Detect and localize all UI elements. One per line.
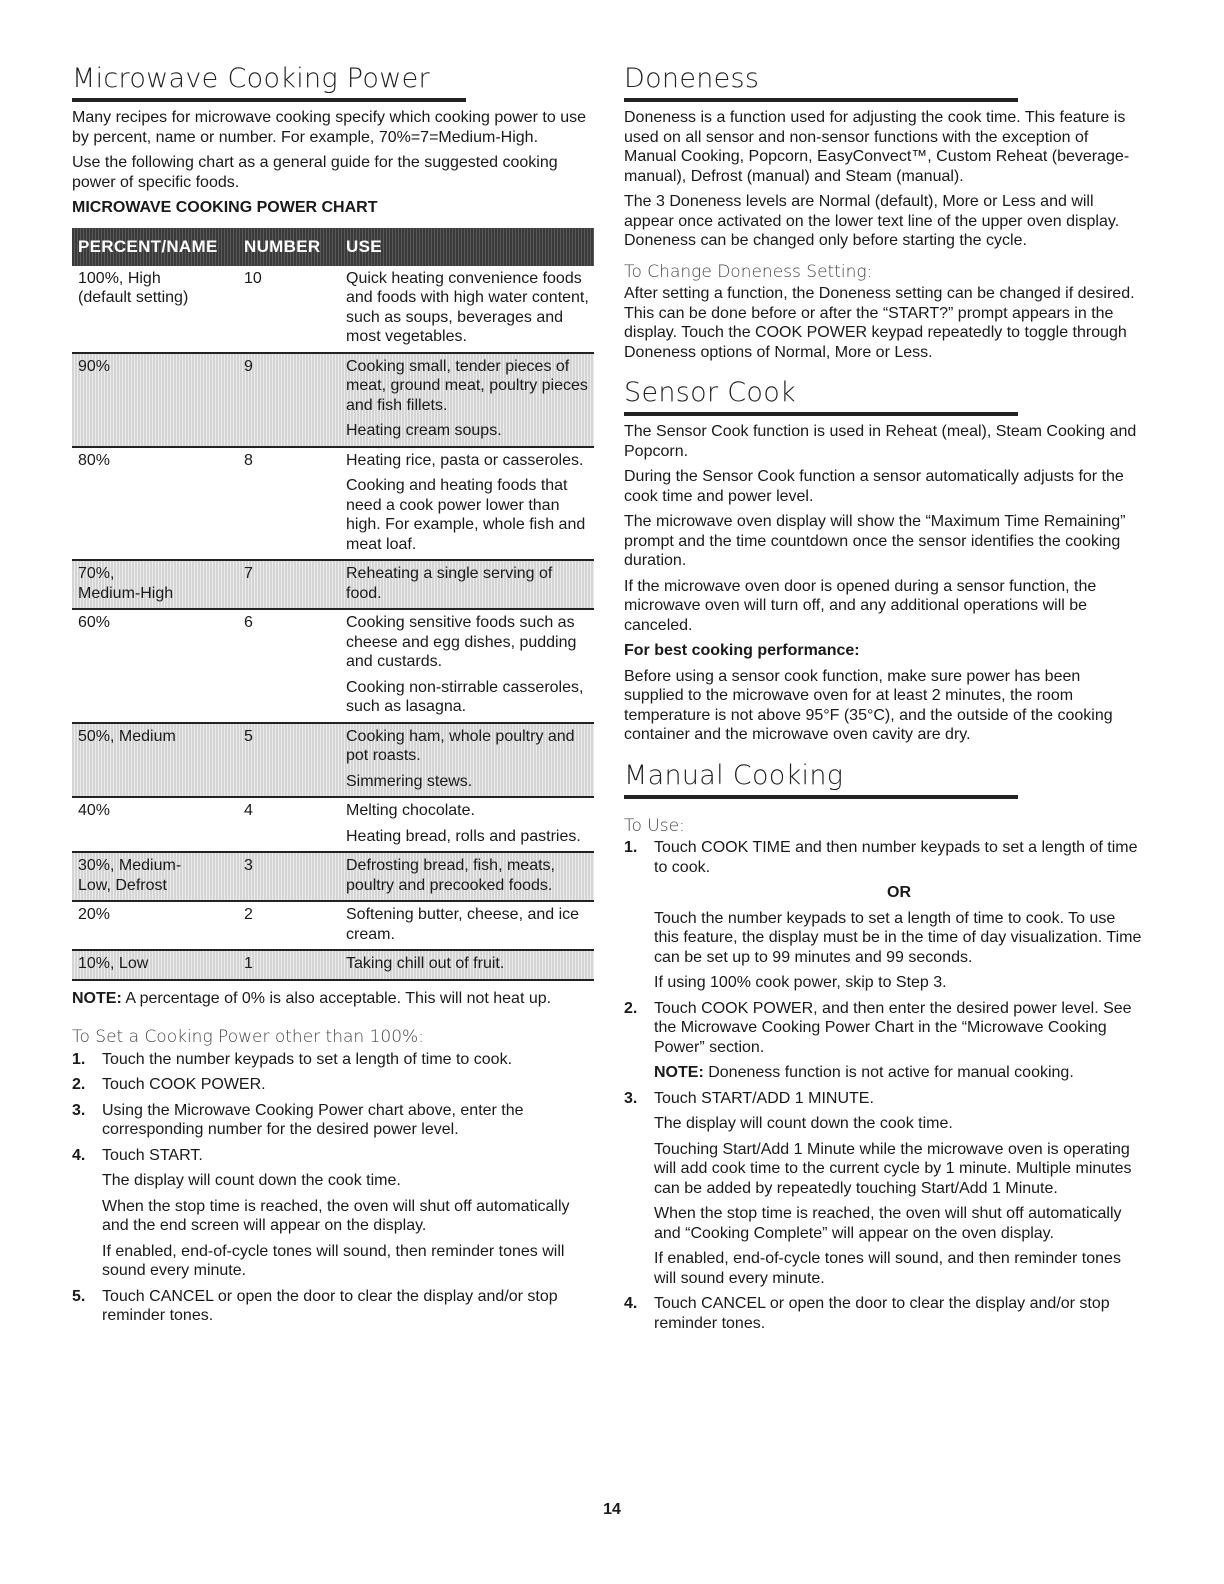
cell-number: 10 xyxy=(244,269,262,287)
header-use: USE xyxy=(346,236,382,256)
doneness-paragraph-2: The 3 Doneness levels are Normal (default), More or Less and will appear once activated on the lower text line of the upper oven display. Doneness can be changed only before starting the cycle. xyxy=(624,193,1120,249)
step-alt-text-2: If using 100% cook power, skip to Step 3. xyxy=(654,974,947,991)
chart-header xyxy=(72,228,594,266)
step-number: 1. xyxy=(72,1050,86,1068)
step-text: Touch COOK POWER, and then enter the desired power level. See the Microwave Cooking Power Chart in the “Microwave Cooking Power” section. xyxy=(654,999,1132,1056)
step-note-text: Doneness function is not active for manual cooking. xyxy=(703,1064,1074,1081)
cell-use xyxy=(346,954,590,974)
table-row xyxy=(72,724,594,799)
best-performance-label: For best cooking performance: xyxy=(624,642,860,659)
use-text: Defrosting bread, fish, meats, poultry and precooked foods. xyxy=(346,857,555,894)
intro-paragraph-1: Many recipes for microwave cooking specify which cooking power to use by percent, name or number. For example, 70%=7=Medium-High. xyxy=(72,109,587,146)
page-number: 14 xyxy=(603,1501,621,1518)
cell-number: 6 xyxy=(244,614,253,631)
step-text: If enabled, end-of-cycle tones will sound, then reminder tones will sound every minute. xyxy=(102,1242,565,1279)
step-text: Using the Microwave Cooking Power chart above, enter the corresponding number for the desired power level. xyxy=(102,1101,524,1138)
manual-cooking-heading: Manual Cooking xyxy=(624,759,1018,799)
manual-step-4 xyxy=(624,1294,1144,1333)
sensor-paragraph-4: If the microwave oven door is opened during a sensor function, the microwave oven will turn off, and any additional operations will be canceled. xyxy=(624,577,1097,634)
use-text: Cooking ham, whole poultry and pot roasts. xyxy=(346,727,575,764)
step-text: When the stop time is reached, the oven will shut off automatically and “Cooking Complete” will appear on the oven display. xyxy=(654,1205,1122,1242)
cell-number: 8 xyxy=(244,451,253,469)
table-row xyxy=(72,853,594,902)
intro-paragraph-2: Use the following chart as a general guide for the suggested cooking power of specific foods. xyxy=(72,154,558,191)
microwave-cooking-power-heading: Microwave Cooking Power xyxy=(72,62,466,102)
manual-step-2 xyxy=(624,999,1144,1083)
sensor-paragraph-3: The microwave oven display will show the “Maximum Time Remaining” prompt and the time countdown once the sensor identifies the cooking duration. xyxy=(624,513,1126,569)
step-number: 2. xyxy=(624,999,638,1017)
cell-percent-name: 50%, Medium xyxy=(78,727,176,745)
note-paragraph xyxy=(72,989,594,1009)
cell-percent-name: 90% xyxy=(78,357,111,375)
use-text: Reheating a single serving of food. xyxy=(346,565,553,602)
cell-percent-name: 100%, High (default setting) xyxy=(78,269,189,306)
table-row xyxy=(72,902,594,951)
cell-use xyxy=(346,856,590,895)
step-note-label: NOTE: xyxy=(654,1064,704,1081)
set-power-steps xyxy=(72,1050,594,1326)
sensor-paragraph-1: The Sensor Cook function is used in Reheat (meal), Steam Cooking and Popcorn. xyxy=(624,423,1137,460)
cell-percent-name: 20% xyxy=(78,906,111,923)
step-text: Touch COOK POWER. xyxy=(102,1076,266,1093)
cell-number: 3 xyxy=(244,857,253,874)
doneness-paragraph-1: Doneness is a function used for adjusting the cook time. This feature is used on all sensor and non-sensor functions with the exception of Manual Cooking, Popcorn, EasyConvect™, Custom Reheat (beverage-manual), Defrost (manual) and Steam (manual). xyxy=(624,109,1130,185)
left-column xyxy=(72,62,594,1332)
chart-title: MICROWAVE COOKING POWER CHART xyxy=(72,199,378,216)
use-text: Heating bread, rolls and pastries. xyxy=(346,827,581,845)
best-performance-paragraph: Before using a sensor cook function, make sure power has been supplied to the microwave oven for at least 2 minutes, the room temperature is not above 95°F (35°C), and the outside of the cooking container and the microwave oven cavity are dry. xyxy=(624,667,1113,743)
step-text: The display will count down the cook time. xyxy=(102,1172,401,1189)
step-number: 3. xyxy=(72,1101,86,1119)
step-text: When the stop time is reached, the oven will shut off automatically and the end screen will appear on the display. xyxy=(102,1197,570,1234)
step-text: Touch the number keypads to set a length of time to cook. xyxy=(102,1050,513,1068)
table-row xyxy=(72,448,594,562)
step-number: 2. xyxy=(72,1076,86,1093)
step-text: If enabled, end-of-cycle tones will sound, and then reminder tones will sound every minute. xyxy=(654,1250,1121,1287)
list-item xyxy=(72,1287,594,1326)
use-text: Taking chill out of fruit. xyxy=(346,955,505,972)
sensor-paragraph-2: During the Sensor Cook function a sensor automatically adjusts for the cook time and power level. xyxy=(624,468,1124,505)
cell-percent-name: 40% xyxy=(78,802,111,819)
table-row xyxy=(72,561,594,610)
chart-body xyxy=(72,266,594,981)
cell-use xyxy=(346,613,590,717)
cell-number: 2 xyxy=(244,906,253,923)
list-item xyxy=(72,1146,594,1281)
cell-use xyxy=(346,269,590,347)
use-text: Cooking small, tender pieces of meat, ground meat, poultry pieces and fish fillets. xyxy=(346,357,588,414)
step-note xyxy=(654,1063,1144,1083)
cell-use xyxy=(346,801,590,846)
cell-percent-name: 70%, Medium-High xyxy=(78,565,174,602)
header-percent-name: PERCENT/NAME xyxy=(78,236,218,256)
table-row xyxy=(72,266,594,354)
step-text: Touching Start/Add 1 Minute while the microwave oven is operating will add cook time to the current cycle by 1 minute. Multiple minutes can be added by repeatedly touching Start/Add 1 Minute. xyxy=(654,1140,1132,1197)
cell-use xyxy=(346,357,590,441)
cell-use xyxy=(346,564,590,603)
manual-steps xyxy=(624,838,1144,1333)
manual-step-3 xyxy=(624,1089,1144,1289)
step-number: 3. xyxy=(624,1089,638,1107)
change-doneness-subheading: To Change Doneness Setting: xyxy=(624,261,873,282)
cell-percent-name: 10%, Low xyxy=(78,955,149,972)
use-text: Quick heating convenience foods and foods with high water content, such as soups, beverages and most vegetables. xyxy=(346,269,589,345)
table-row xyxy=(72,951,594,981)
note-label: NOTE: xyxy=(72,989,122,1007)
cooking-power-chart xyxy=(72,228,594,981)
step-number: 1. xyxy=(624,839,638,856)
sensor-cook-heading: Sensor Cook xyxy=(624,376,1018,416)
or-label: OR xyxy=(887,884,911,901)
cell-number: 7 xyxy=(244,565,253,582)
cell-number: 4 xyxy=(244,802,253,819)
step-number: 4. xyxy=(624,1295,638,1312)
list-item xyxy=(72,1075,594,1095)
step-number: 4. xyxy=(72,1146,86,1164)
list-item xyxy=(72,1101,594,1140)
use-text: Heating cream soups. xyxy=(346,422,502,439)
step-text: Touch CANCEL or open the door to clear the display and/or stop reminder tones. xyxy=(654,1295,1110,1332)
use-text: Heating rice, pasta or casseroles. xyxy=(346,451,584,469)
table-row xyxy=(72,354,594,448)
cell-percent-name: 30%, Medium- Low, Defrost xyxy=(78,857,182,894)
note-text: A percentage of 0% is also acceptable. This will not heat up. xyxy=(121,989,552,1007)
doneness-heading: Doneness xyxy=(624,62,1018,102)
to-use-subheading: To Use: xyxy=(624,815,685,836)
use-text: Cooking non-stirrable casseroles, such as lasagna. xyxy=(346,678,584,715)
list-item xyxy=(72,1050,594,1070)
cell-use xyxy=(346,451,590,555)
use-text: Melting chocolate. xyxy=(346,802,475,819)
cell-use xyxy=(346,905,590,944)
cell-percent-name: 80% xyxy=(78,451,111,469)
table-row xyxy=(72,798,594,853)
step-text: Touch START. xyxy=(102,1146,203,1164)
step-text: Touch START/ADD 1 MINUTE. xyxy=(654,1089,874,1107)
step-text: The display will count down the cook time. xyxy=(654,1115,953,1132)
cell-number: 9 xyxy=(244,357,253,375)
manual-step-1 xyxy=(624,838,1144,993)
use-text: Cooking sensitive foods such as cheese and egg dishes, pudding and custards. xyxy=(346,614,577,670)
step-alt-text: Touch the number keypads to set a length of time to cook. To use this feature, the display must be in the time of day visualization. Time can be set up to 99 minutes and 99 seconds. xyxy=(654,909,1142,966)
cell-number: 1 xyxy=(244,955,253,972)
right-column xyxy=(624,62,1144,1339)
cell-percent-name: 60% xyxy=(78,614,111,631)
use-text: Softening butter, cheese, and ice cream. xyxy=(346,906,580,943)
use-text: Simmering stews. xyxy=(346,772,473,790)
step-text: Touch COOK TIME and then number keypads to set a length of time to cook. xyxy=(654,839,1138,876)
step-text: Touch CANCEL or open the door to clear the display and/or stop reminder tones. xyxy=(102,1287,558,1324)
change-doneness-paragraph: After setting a function, the Doneness setting can be changed if desired. This can be done before or after the “START?” prompt appears in the display. Touch the COOK POWER keypad repeatedly to toggle through Doneness options of Normal, More or Less. xyxy=(624,285,1135,361)
step-number: 5. xyxy=(72,1287,86,1305)
table-row xyxy=(72,610,594,724)
cell-use xyxy=(346,727,590,792)
cell-number: 5 xyxy=(244,727,253,745)
set-power-subheading: To Set a Cooking Power other than 100%: xyxy=(72,1027,424,1047)
header-number: NUMBER xyxy=(244,236,321,256)
use-text: Cooking and heating foods that need a cook power lower than high. For example, whole fish and meat loaf. xyxy=(346,477,586,553)
